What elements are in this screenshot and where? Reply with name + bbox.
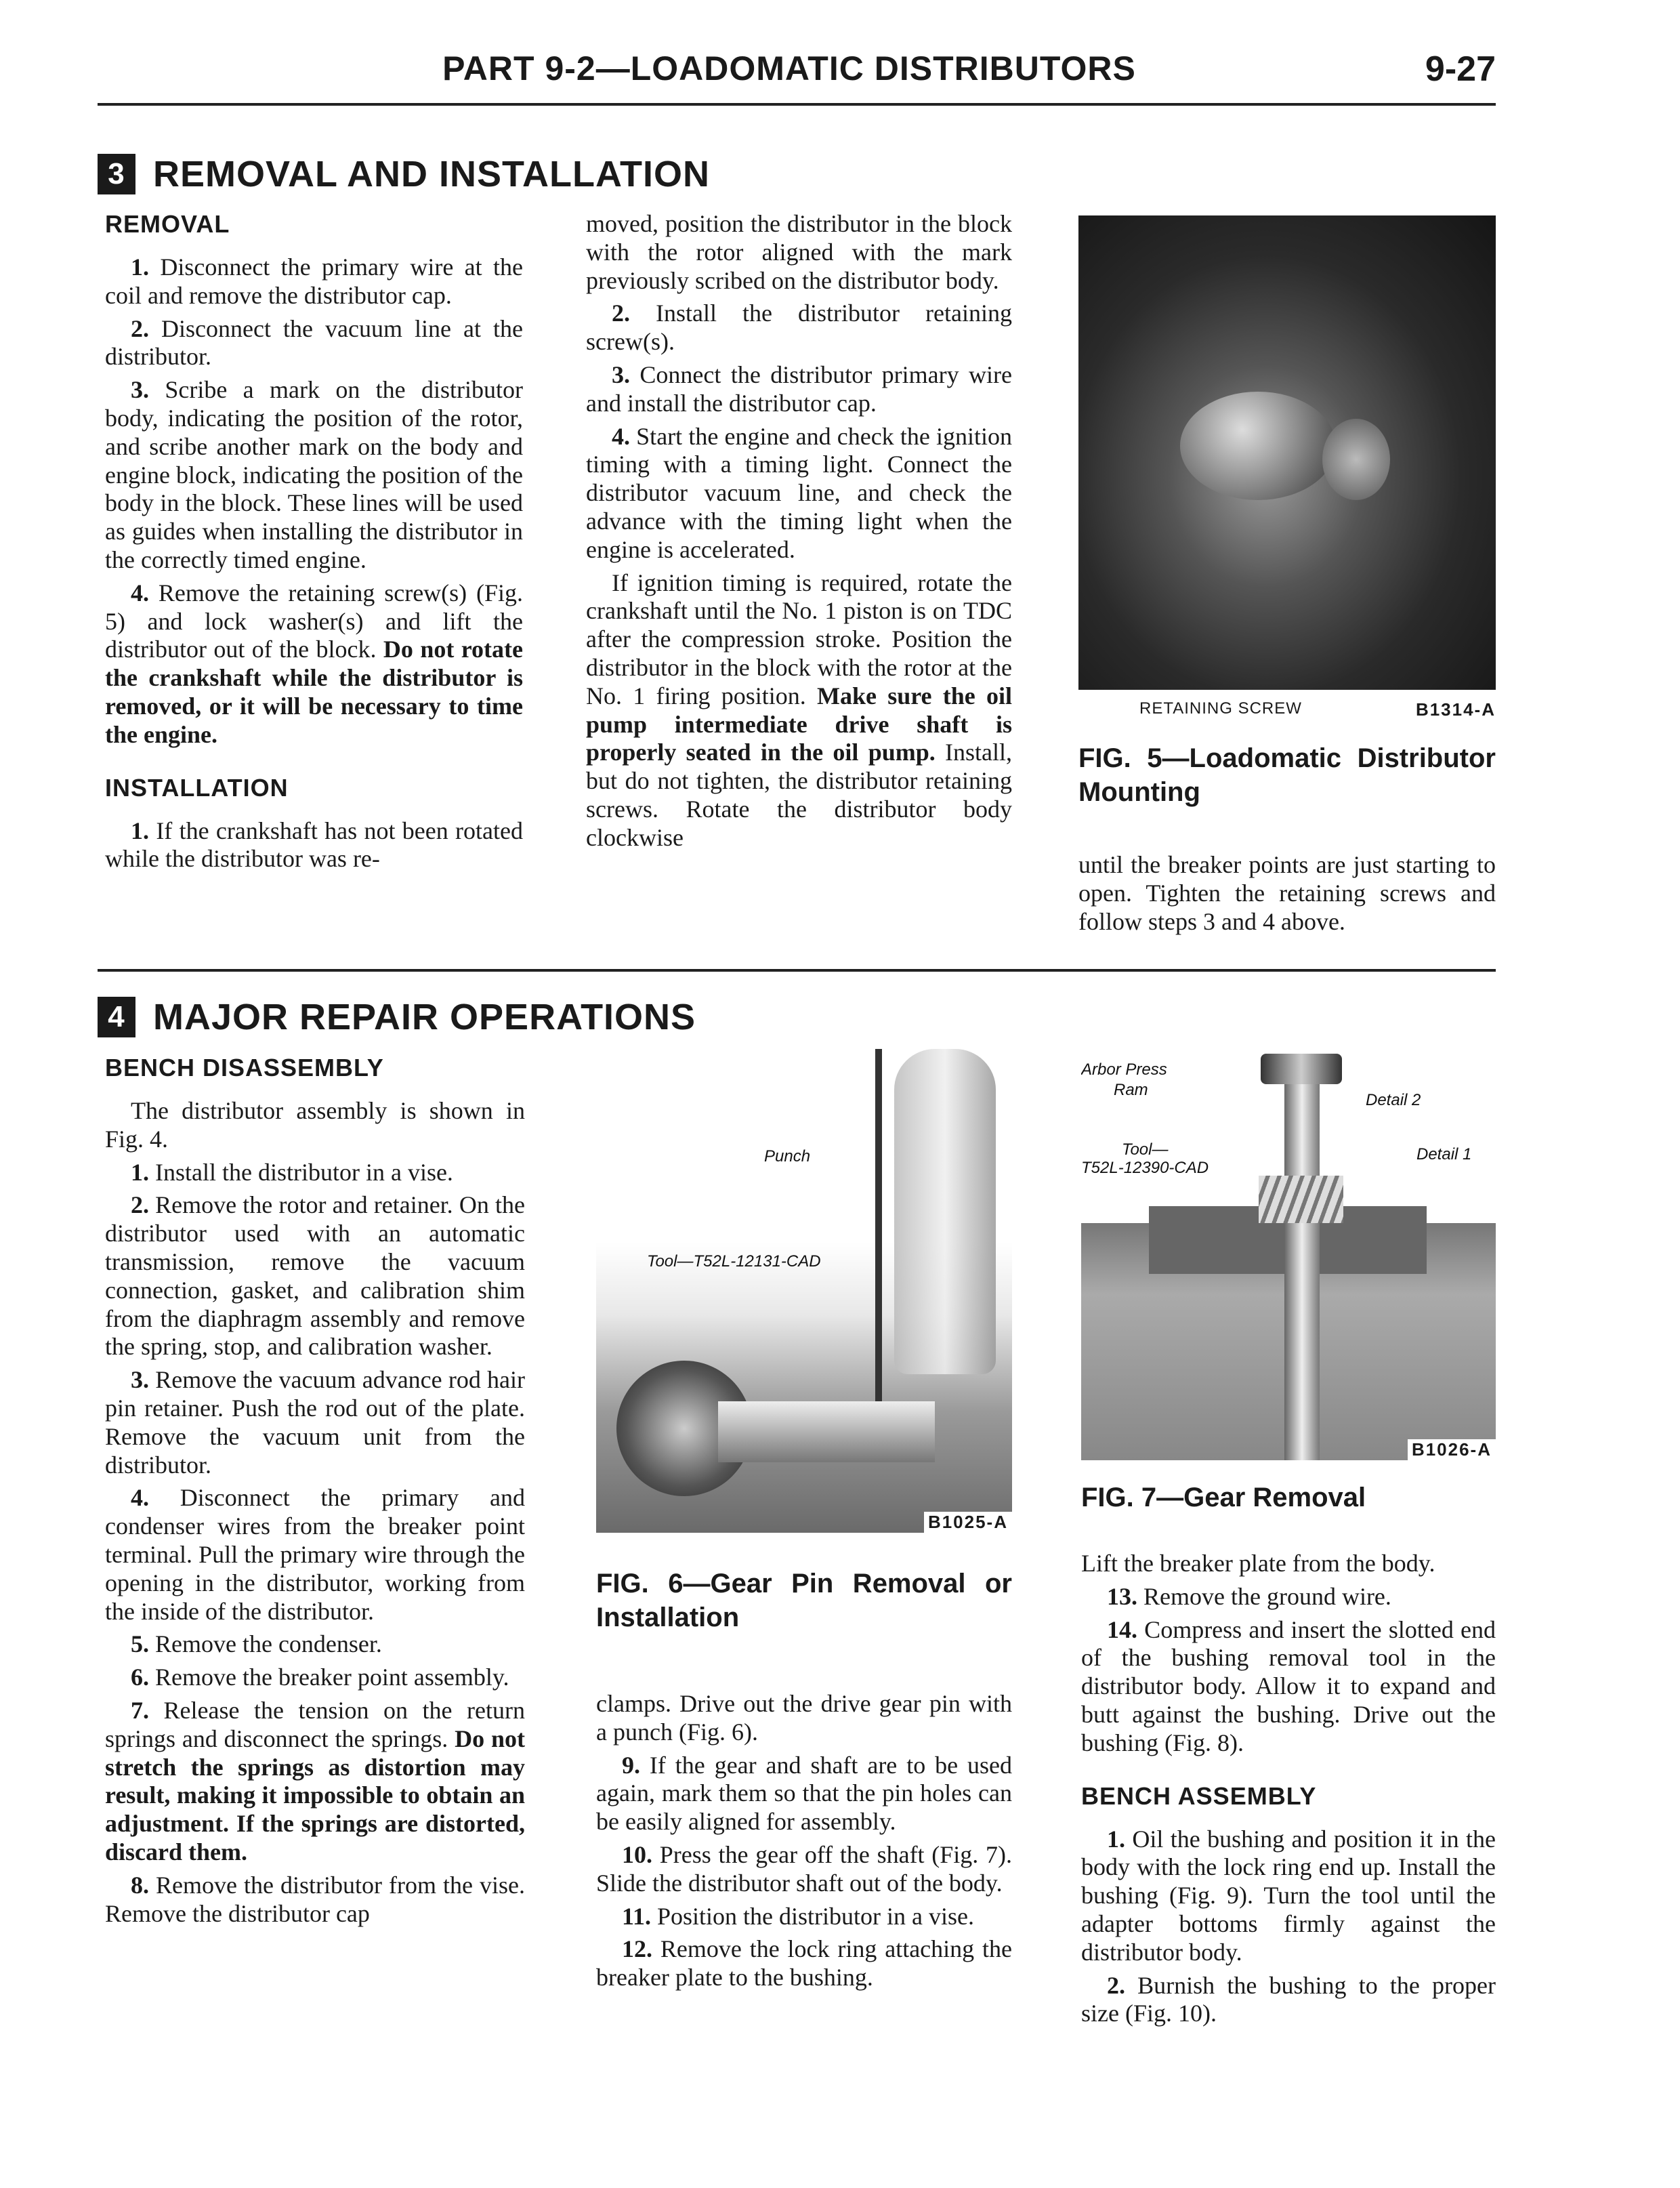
paragraph bbox=[1081, 1550, 1496, 1578]
column-1 bbox=[105, 1054, 525, 1928]
paragraph-text: Compress and insert the slotted end of the bushing removal tool in the distributor body. Allow it to expand and butt against the bushing. Drive out the bushing (Fig. 8). bbox=[1081, 1615, 1496, 1756]
paragraph-text: Start the engine and check the ignition timing with a timing light. Connect the distributor vacuum line, and check the advance with the timing light when the engine is accelerated. bbox=[586, 422, 1012, 563]
step-number: 9. bbox=[622, 1751, 640, 1779]
figure-6-caption: FIG. 6—Gear Pin Removal or Installation bbox=[596, 1569, 1012, 1632]
paragraph-text: Disconnect the primary and condenser wires from the breaker point terminal. Pull the primary wire through the opening in the distributor, working from the inside of the distributor. bbox=[105, 1484, 525, 1625]
column-3-text bbox=[1078, 851, 1496, 936]
header-rule bbox=[98, 103, 1496, 106]
step-number: 6. bbox=[131, 1664, 149, 1691]
paragraph-text: until the breaker points are just starting to open. Tighten the retaining screws and follow steps 3 and 4 above. bbox=[1078, 851, 1496, 935]
running-title: PART 9-2—LOADOMATIC DISTRIBUTORS bbox=[442, 49, 1136, 87]
paragraph bbox=[105, 1484, 525, 1626]
bold-warning-text: Do not stretch the springs as distortion may result, making it impossible to obtain an adjustment. If the springs are distorted, discard them. bbox=[105, 1725, 525, 1865]
bold-warning-text: Do not rotate the crankshaft while the distributor is removed, or it will be necessary to time the engine. bbox=[105, 636, 523, 748]
paragraph-text: Press the gear off the shaft (Fig. 7). Slide the distributor shaft out of the body. bbox=[596, 1840, 1012, 1897]
paragraph-text: Install the distributor retaining screw(s). bbox=[586, 300, 1012, 356]
detail-2-label: Detail 2 bbox=[1366, 1091, 1421, 1109]
retaining-screw-label: RETAINING SCREW bbox=[1139, 699, 1302, 718]
paragraph bbox=[105, 1159, 525, 1187]
punch-shape bbox=[875, 1049, 882, 1442]
shaft-shape bbox=[1284, 1084, 1320, 1460]
punch-label: Punch bbox=[764, 1147, 811, 1165]
paragraph-text: moved, position the distributor in the block with the rotor aligned with the mark previously scribed on the distributor body. bbox=[586, 210, 1012, 294]
paragraph-text: Connect the distributor primary wire and install the distributor cap. bbox=[586, 360, 1012, 417]
section-rule bbox=[98, 969, 1496, 972]
paragraph bbox=[105, 253, 523, 310]
paragraph bbox=[586, 361, 1012, 418]
paragraph-text: Remove the breaker point assembly. bbox=[149, 1664, 509, 1691]
subheading: INSTALLATION bbox=[105, 773, 289, 802]
step-number: 1. bbox=[131, 817, 149, 844]
paragraph-text: Remove the condenser. bbox=[149, 1630, 382, 1658]
column-3 bbox=[1081, 1054, 1496, 2028]
paragraph-text: Remove the distributor from the vise. Remove the distributor cap bbox=[105, 1871, 525, 1927]
section-number: 3 bbox=[98, 154, 135, 194]
paragraph bbox=[596, 1841, 1012, 1898]
figure-code: B1026-A bbox=[1408, 1439, 1496, 1460]
paragraph-text: If the crankshaft has not been rotated while the distributor was re- bbox=[105, 817, 523, 873]
ram-label: Ram bbox=[1114, 1081, 1148, 1099]
paragraph-text: Release the tension on the return springs and disconnect the springs. bbox=[105, 1696, 525, 1752]
section-title: MAJOR REPAIR OPERATIONS bbox=[153, 997, 696, 1037]
paragraph-text: If the gear and shaft are to be used again, mark them so that the pin holes can be easily aligned for assembly. bbox=[596, 1751, 1012, 1836]
paragraph bbox=[105, 1191, 525, 1361]
paragraph-text: Remove the lock ring attaching the breaker plate to the bushing. bbox=[596, 1935, 1012, 1991]
paragraph bbox=[596, 1903, 1012, 1931]
figure-5-labels bbox=[1078, 699, 1496, 726]
paragraph bbox=[105, 1097, 525, 1154]
figure-7-gear-removal-photo bbox=[1081, 1054, 1496, 1460]
arbor-ram-shape bbox=[1261, 1054, 1342, 1084]
paragraph bbox=[105, 1872, 525, 1928]
step-number: 8. bbox=[131, 1871, 149, 1899]
step-number: 1. bbox=[131, 1158, 149, 1186]
step-number: 1. bbox=[131, 253, 149, 281]
step-number: 14. bbox=[1107, 1615, 1137, 1643]
page-header bbox=[0, 49, 1680, 96]
paragraph-text: Disconnect the primary wire at the coil and remove the distributor cap. bbox=[105, 253, 523, 309]
paragraph bbox=[586, 569, 1012, 852]
paragraph-text: Burnish the bushing to the proper size (Fig. 10). bbox=[1081, 1971, 1496, 2027]
paragraph bbox=[1081, 1825, 1496, 1967]
subheading: REMOVAL bbox=[105, 210, 230, 238]
paragraph bbox=[105, 1366, 525, 1479]
section-title: REMOVAL AND INSTALLATION bbox=[153, 154, 710, 194]
paragraph bbox=[105, 1630, 525, 1659]
paragraph bbox=[586, 300, 1012, 356]
step-number: 5. bbox=[131, 1630, 149, 1658]
figure-5-distributor-photo bbox=[1078, 215, 1496, 690]
step-number: 2. bbox=[131, 314, 149, 342]
paragraph bbox=[105, 1664, 525, 1692]
paragraph bbox=[1078, 851, 1496, 936]
column-2 bbox=[586, 210, 1012, 852]
step-number: 1. bbox=[1107, 1825, 1125, 1853]
paragraph-text: Position the distributor in a vise. bbox=[651, 1902, 974, 1930]
hand-shape bbox=[894, 1049, 996, 1374]
paragraph-text: If ignition timing is required, rotate the crankshaft until the No. 1 piston is on TDC after the compression stroke. Position the distributor in the block with the rotor at the No. 1 firing position. bbox=[586, 569, 1012, 709]
detail-1-label: Detail 1 bbox=[1416, 1145, 1472, 1163]
figure-7-caption: FIG. 7—Gear Removal bbox=[1081, 1483, 1366, 1512]
paragraph bbox=[1081, 1972, 1496, 2029]
section-heading-removal-installation bbox=[98, 153, 710, 195]
page-number: 9-27 bbox=[1425, 49, 1496, 89]
figure-6-gear-pin-photo bbox=[596, 1049, 1012, 1533]
section-heading-major-repair bbox=[98, 996, 696, 1038]
column-3 bbox=[1078, 215, 1496, 936]
paragraph bbox=[1081, 1616, 1496, 1758]
gear-shape bbox=[1259, 1176, 1343, 1223]
step-number: 2. bbox=[612, 300, 630, 327]
column-2-text bbox=[596, 1690, 1012, 1992]
paragraph bbox=[596, 1935, 1012, 1992]
subheading: BENCH ASSEMBLY bbox=[1081, 1781, 1317, 1810]
figure-5-caption: FIG. 5—Loadomatic Distributor Mounting bbox=[1078, 743, 1496, 807]
paragraph bbox=[105, 376, 523, 575]
paragraph-text: Remove the ground wire. bbox=[1137, 1582, 1391, 1610]
step-number: 2. bbox=[1107, 1971, 1125, 1999]
step-number: 2. bbox=[131, 1191, 149, 1219]
step-number: 4. bbox=[612, 422, 630, 450]
subheading: BENCH DISASSEMBLY bbox=[105, 1054, 384, 1081]
column-1 bbox=[105, 210, 523, 873]
paragraph bbox=[586, 210, 1012, 295]
paragraph-text: Oil the bushing and position it in the body with the lock ring end up. Install the bushing (Fig. 9). Turn the tool until the adapter bottoms firmly against the distributor body. bbox=[1081, 1825, 1496, 1966]
step-number: 12. bbox=[622, 1935, 652, 1963]
step-number: 10. bbox=[622, 1840, 652, 1868]
paragraph-text: Disconnect the vacuum line at the distributor. bbox=[105, 314, 523, 371]
tool-label-line1: Tool— bbox=[1122, 1140, 1169, 1159]
step-number: 4. bbox=[131, 579, 149, 606]
distributor-cap-shape bbox=[1180, 392, 1336, 500]
step-number: 13. bbox=[1107, 1582, 1137, 1610]
paragraph bbox=[105, 315, 523, 372]
paragraph-text: Remove the vacuum advance rod hair pin retainer. Push the rod out of the plate. Remove the vacuum unit from the distributor. bbox=[105, 1366, 525, 1479]
paragraph bbox=[105, 817, 523, 874]
column-3-text bbox=[1081, 1550, 1496, 2028]
paragraph bbox=[586, 423, 1012, 564]
paragraph bbox=[1081, 1583, 1496, 1611]
step-number: 3. bbox=[131, 376, 149, 404]
tool-label: Tool—T52L-12131-CAD bbox=[647, 1252, 821, 1271]
paragraph-text: Remove the rotor and retainer. On the distributor used with an automatic transmission, remove the vacuum connection, gasket, and calibration shim from the diaphragm assembly and remove the spring, stop, and calibration washer. bbox=[105, 1191, 525, 1361]
paragraph bbox=[105, 1697, 525, 1867]
paragraph bbox=[596, 1690, 1012, 1747]
figure-code: B1025-A bbox=[924, 1512, 1012, 1533]
paragraph-text: Install, but do not tighten, the distributor retaining screws. Rotate the distributor body clockwise bbox=[586, 739, 1013, 851]
tool-label-line2: T52L-12390-CAD bbox=[1081, 1159, 1209, 1177]
step-number: 3. bbox=[131, 1366, 149, 1394]
figure-code: B1314-A bbox=[1415, 699, 1496, 720]
step-number: 4. bbox=[131, 1484, 149, 1512]
arbor-press-label: Arbor Press bbox=[1081, 1060, 1167, 1079]
paragraph bbox=[105, 579, 523, 749]
paragraph-text: The distributor assembly is shown in Fig. 4. bbox=[105, 1097, 525, 1153]
paragraph bbox=[596, 1752, 1012, 1836]
section-number: 4 bbox=[98, 997, 135, 1037]
step-number: 3. bbox=[612, 360, 630, 388]
paragraph-text: clamps. Drive out the drive gear pin with a punch (Fig. 6). bbox=[596, 1690, 1012, 1746]
vacuum-unit-shape bbox=[1322, 419, 1390, 500]
paragraph-text: Lift the breaker plate from the body. bbox=[1081, 1550, 1435, 1577]
shaft-shape bbox=[718, 1401, 935, 1462]
paragraph-text: Remove the retaining screw(s) (Fig. 5) and lock washer(s) and lift the distributor out of the block. bbox=[105, 579, 523, 663]
step-number: 7. bbox=[131, 1696, 149, 1724]
bold-warning-text: Make sure the oil pump intermediate drive shaft is properly seated in the oil pump. bbox=[586, 682, 1013, 766]
column-2 bbox=[596, 1049, 1012, 1992]
paragraph-text: Install the distributor in a vise. bbox=[149, 1158, 453, 1186]
step-number: 11. bbox=[622, 1902, 652, 1930]
paragraph-text: Scribe a mark on the distributor body, indicating the position of the rotor, and scribe another mark on the body and engine block, indicating the position of the body in the block. These lines will be used as guides when installing the distributor in the correctly timed engine. bbox=[105, 376, 523, 573]
